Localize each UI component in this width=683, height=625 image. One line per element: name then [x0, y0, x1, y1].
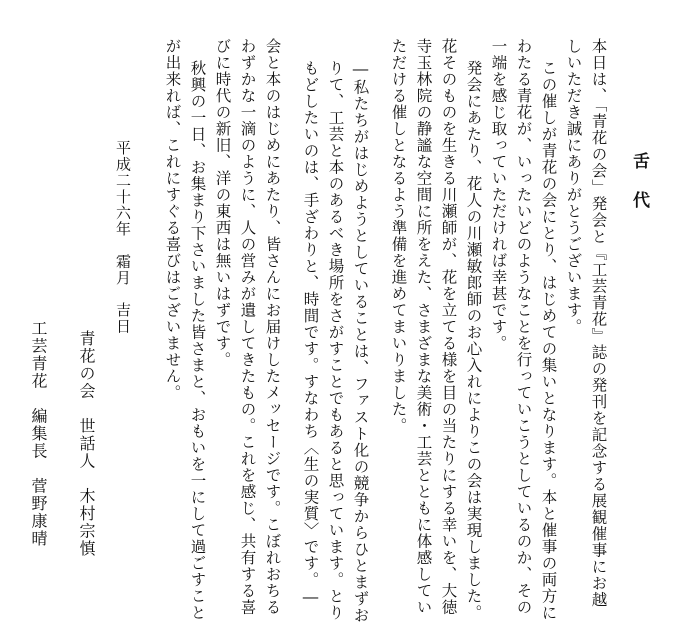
text-column: わたる青花が、いったいどのようなことを行っていこうとしているのか、その: [514, 38, 533, 616]
text-column: もどしたいのは、手ざわりと、時間です。すなわち〈生の実質〉です。―: [301, 60, 320, 607]
signature-line: 青花の会 世話人 木村宗慎: [77, 330, 96, 558]
text-column: 会と本のはじめにあたり、皆さんにお届けしたメッセージです。こぼれおちる: [263, 38, 282, 616]
text-column: わずかな一滴のように、人の営みが遺してきたもの。これを感じ、共有する喜: [238, 38, 257, 616]
text-column: 発会にあたり、花人の川瀬敏郎師のお心入れによりこの会は実現しました。: [464, 60, 483, 621]
text-column: 寺玉林院の静謐な空間に所をえた、さまざまな美術・工芸とともに体感してい: [414, 38, 433, 616]
text-column: りて、工芸と本のあるべき場所をさがすことでもあると思っています。とり: [326, 60, 345, 621]
text-column: 一端を感じ取っていただければ幸甚です。: [489, 38, 508, 352]
text-column: しいただき誠にありがとうございます。: [564, 38, 583, 335]
letter-title: 舌代: [629, 152, 649, 230]
text-column: ―私たちがはじめようとしていることは、ファスト化の競争からひとまずお: [351, 60, 370, 624]
text-column: ただける催しとなるよう準備を進めてまいりました。: [389, 38, 408, 434]
letter-date: 平成二十六年 霜月 吉日: [114, 140, 132, 335]
signature-line: 工芸青花 編集長 菅野康晴: [29, 320, 48, 548]
text-column: 秋興の一日、お集まり下さいました皆さまと、おもいを一にして過ごすこと: [188, 60, 207, 621]
text-column: 花そのものを生きる川瀬師が、花を立てる様を目の当たりにする幸いを、大徳: [439, 38, 458, 616]
text-column: この催しが青花の会にとり、はじめての集いとなります。本と催事の両方に: [539, 60, 558, 621]
text-column: 本日は、「青花の会」発会と『工芸青花』誌の発刊を記念する展観催事にお越: [589, 38, 608, 608]
text-column: びに時代の新旧、洋の東西は無いはずです。: [213, 38, 232, 368]
text-column: が出来れば、これにすぐる喜びはございません。: [163, 38, 182, 401]
